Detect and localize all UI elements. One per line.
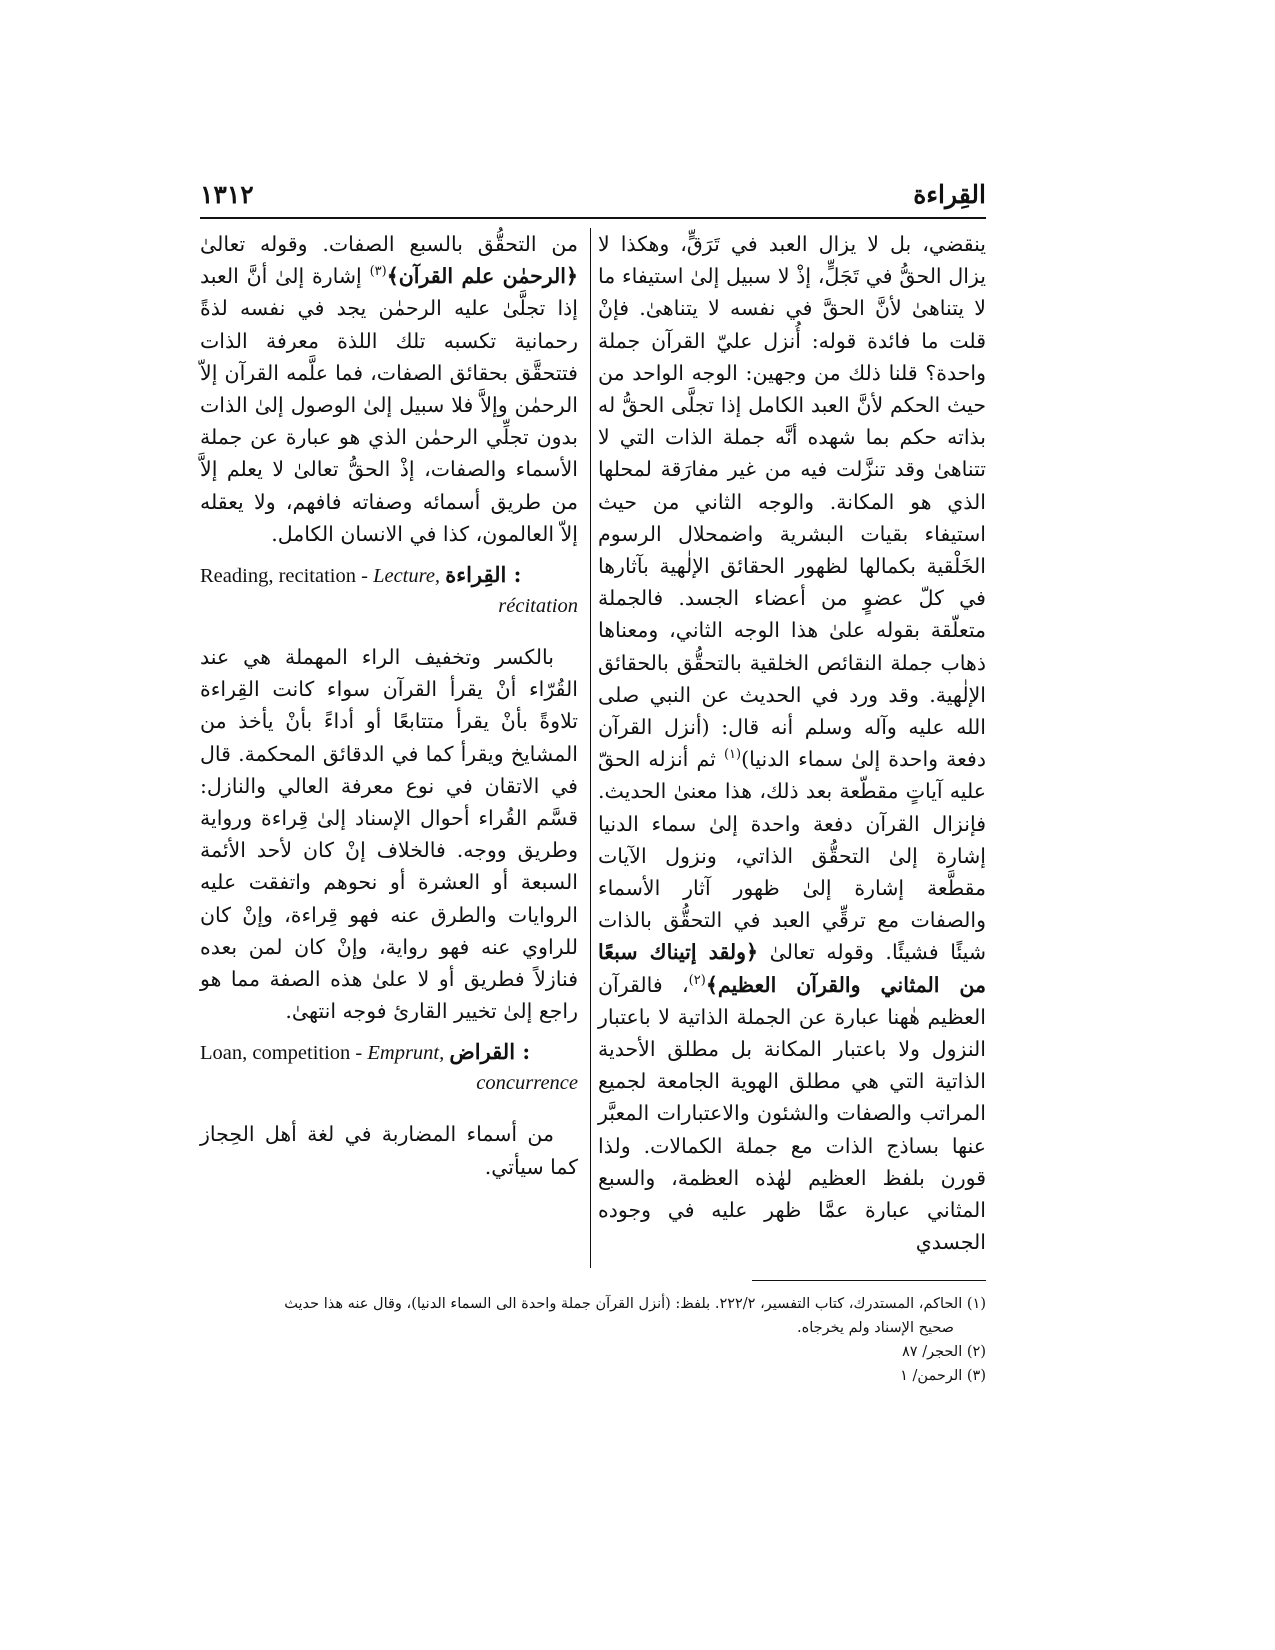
text-run: ثم أنزله الحقّ عليه آياتٍ مقطّعة بعد ذلك، هذا معنىٰ الحديث. فإنزال القرآن دفعة واحدة إلىٰ سماء الدنيا إشارة إلىٰ التحقُّق الذاتي، ونزول الآيات مقطَّعة إشارة إلىٰ ظهور آثار الأسماء والصفات مع ترقِّي العبد في التحقُّق بالذات شيئًا فشيئًا. وقوله تعالىٰ	[598, 747, 986, 965]
french-gloss: Lecture,	[373, 565, 441, 588]
left-column	[200, 228, 578, 1183]
page-header	[200, 180, 986, 220]
footnote-ref-2: (٢)	[688, 972, 706, 988]
footnotes	[200, 1292, 986, 1388]
english-gloss: Loan, competition -	[200, 1042, 368, 1065]
french-gloss: Emprunt,	[367, 1042, 445, 1065]
footnote-1-continued: صحيح الإسناد ولم يخرجاه.	[797, 1320, 954, 1336]
paragraph: من أسماء المضاربة في لغة أهل الحِجاز كما سيأتي.	[200, 1122, 578, 1179]
right-column	[598, 228, 986, 1259]
running-title: القِراءة	[913, 180, 986, 209]
french-gloss-continued: concurrence	[476, 1072, 578, 1095]
text-run: ، فالقرآن العظيم هٰهنا عبارة عن الجملة الذاتية لا باعتبار النزول ولا باعتبار المكانة بل مطلق الأحدية الذاتية التي هي مطلق الهوية الجامعة لجميع المراتب والصفات والشئون والاعتبارات المعبَّر عنها بساذج الذات مع جملة الكمالات. ولذا قورن بلفظ العظيم لهٰذه العظمة، والسبع المثاني عبارة عمَّا ظهر عليه في وجوده الجسدي	[598, 972, 986, 1255]
page-number: ١٣١٢	[200, 180, 254, 209]
quran-quote: ﴿ولقد إتيناك سبعًا من المثاني والقرآن العظيم﴾	[598, 940, 987, 997]
footnote-2: (٢) الحجر/ ٨٧	[902, 1344, 986, 1360]
french-gloss-continued: récitation	[498, 595, 578, 618]
column-divider	[590, 228, 591, 1268]
entry-term: القراض :	[449, 1039, 531, 1065]
footnote-rule	[752, 1280, 986, 1281]
text-run: إشارة إلىٰ أنَّ العبد إذا تجلَّىٰ عليه الرحمٰن يجد في نفسه لذةً رحمانية تكسبه تلك اللذة معرفة الذات فتتحقَّق بحقائق الصفات، فما علَّمه القرآن إلاّ الرحمٰن وإلاَّ فلا سبيل إلىٰ الوصول إلىٰ الذات بدون تجلِّي الرحمٰن الذي هو عبارة عن جملة الأسماء والصفات، إذْ الحقُّ تعالىٰ لا يعلم إلاَّ من طريق أسمائه وصفاته فافهم، ولا يعقله إلاّ العالمون، كذا في الانسان الكامل.	[200, 264, 578, 546]
entry-heading-qirad	[200, 1037, 578, 1098]
text-run: من التحقُّق بالسبع الصفات. وقوله تعالىٰ	[200, 232, 578, 256]
entry-head-line	[200, 560, 578, 591]
english-gloss: Reading, recitation -	[200, 565, 374, 588]
footnote-ref-3: (٣)	[369, 264, 387, 280]
entry-head-line	[200, 1037, 578, 1068]
footnote-1: (١) الحاكم، المستدرك، كتاب التفسير، ٢٢٢/٢. بلفظ: (أنزل القرآن جملة واحدة الى السماء الدنيا)، وقال عنه هذا حديث	[284, 1296, 986, 1312]
header-rule	[200, 217, 986, 219]
entry-term: القِراءة :	[445, 562, 522, 588]
paragraph	[598, 228, 986, 1259]
quran-quote: ﴿الرحمٰن علم القرآن﴾	[386, 264, 579, 289]
paragraph	[200, 228, 578, 550]
text-run: ينقضي، بل لا يزال العبد في تَرَقٍّ، وهكذا لا يزال الحقُّ في تَجَلٍّ، إذْ لا سبيل إلىٰ استيفاء ما لا يتناهىٰ لأنَّ الحقَّ في نفسه لا يتناهىٰ. فإنْ قلت ما فائدة قوله: أُنزل عليّ القرآن جملة واحدة؟ قلنا ذلك من وجهين: الوجه الواحد من حيث الحكم لأنَّ العبد الكامل إذا تجلَّى الحقُّ له بذاته حكم بما شهده أنَّه جملة الذات التي لا تتناهىٰ وقد تنزَّلت فيه من غير مفارَقة لمحلها الذي هو المكانة. والوجه الثاني من حيث استيفاء بقيات البشرية واضمحلال الرسوم الخَلْقية بكمالها لظهور الحقائق الإلٰهية بآثارها في كلّ عضوٍ من أعضاء الجسد. فالجملة متعلّقة بقوله علىٰ هذا الوجه الثاني، ومعناها ذهاب جملة النقائص الخلقية بالتحقُّق بالحقائق الإلٰهية. وقد ورد في الحديث عن النبي صلى الله عليه وآله وسلم أنه قال: (أنزل القرآن دفعة واحدة إلىٰ سماء الدنيا)	[598, 232, 986, 772]
footnote-3: (٣) الرحمن/ ١	[900, 1368, 986, 1384]
paragraph: بالكسر وتخفيف الراء المهملة هي عند القُرّاء أنْ يقرأ القرآن سواء كانت القِراءة تلاوةً بأنْ يقرأ متتابعًا أو أداءً بأنْ يأخذ من المشايخ ويقرأ كما في الدقائق المحكمة. قال في الاتقان في نوع معرفة العالي والنازل: قسَّم القُراء أحوال الإسناد إلىٰ قِراءة ورواية وطريق ووجه. فالخلاف إنْ كان لأحد الأئمة السبعة أو العشرة أو نحوهم واتفقت عليه الروايات والطرق عنه فهو قِراءة، وإنْ كان للراوي عنه فهو رواية، وإنْ كان لمن بعده فنازلاً فطريق أو لا علىٰ هذه الصفة مما هو راجع إلىٰ تخيير القارئ فوجه انتهىٰ.	[200, 645, 578, 1024]
entry-heading-qiraa	[200, 560, 578, 621]
footnote-ref-1: (١)	[723, 747, 742, 763]
